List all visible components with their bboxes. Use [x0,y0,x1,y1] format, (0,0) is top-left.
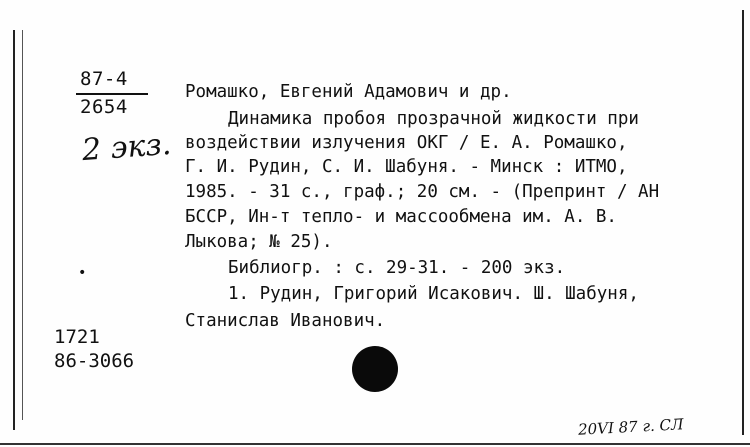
call-number-divider [76,93,148,95]
margin-dot: • [78,265,87,281]
series-line-2: Лыкова; № 25). [185,232,333,252]
inventory-number-1: 1721 [54,326,100,348]
tracing-line-2: Станислав Иванович. [185,311,386,331]
card-bottom-edge [0,443,750,445]
publication-line-1: Г. И. Рудин, С. И. Шабуня. - Минск : ИТМО, [185,157,628,177]
title-line-2: воздействии излучения ОКГ / Е. А. Ромашко, [185,133,628,153]
card-left-inner-edge [22,30,23,420]
handwritten-stamp: 20VI 87 г. СЛ [577,415,684,439]
tracing-line-1: 1. Рудин, Григорий Исакович. Ш. Шабуня, [228,284,639,304]
handwritten-note: 2 экз. [80,126,173,169]
card-left-edge [13,30,15,430]
card-right-edge [742,10,744,435]
series-line-1: БССР, Ин-т тепло- и массообмена им. А. В. [185,207,617,227]
bibliography-line: Библиогр. : с. 29-31. - 200 экз. [228,258,566,278]
author-line: Ромашко, Евгений Адамович и др. [185,82,512,102]
call-number-bottom: 2654 [80,96,128,118]
inventory-number-2: 86-3066 [54,350,135,372]
call-number-top: 87-4 [80,68,128,90]
publication-line-2: 1985. - 31 с., граф.; 20 см. - (Препринт / АН [185,182,660,202]
card-punch-hole [352,346,398,392]
title-line-1: Динамика пробоя прозрачной жидкости при [228,109,639,129]
